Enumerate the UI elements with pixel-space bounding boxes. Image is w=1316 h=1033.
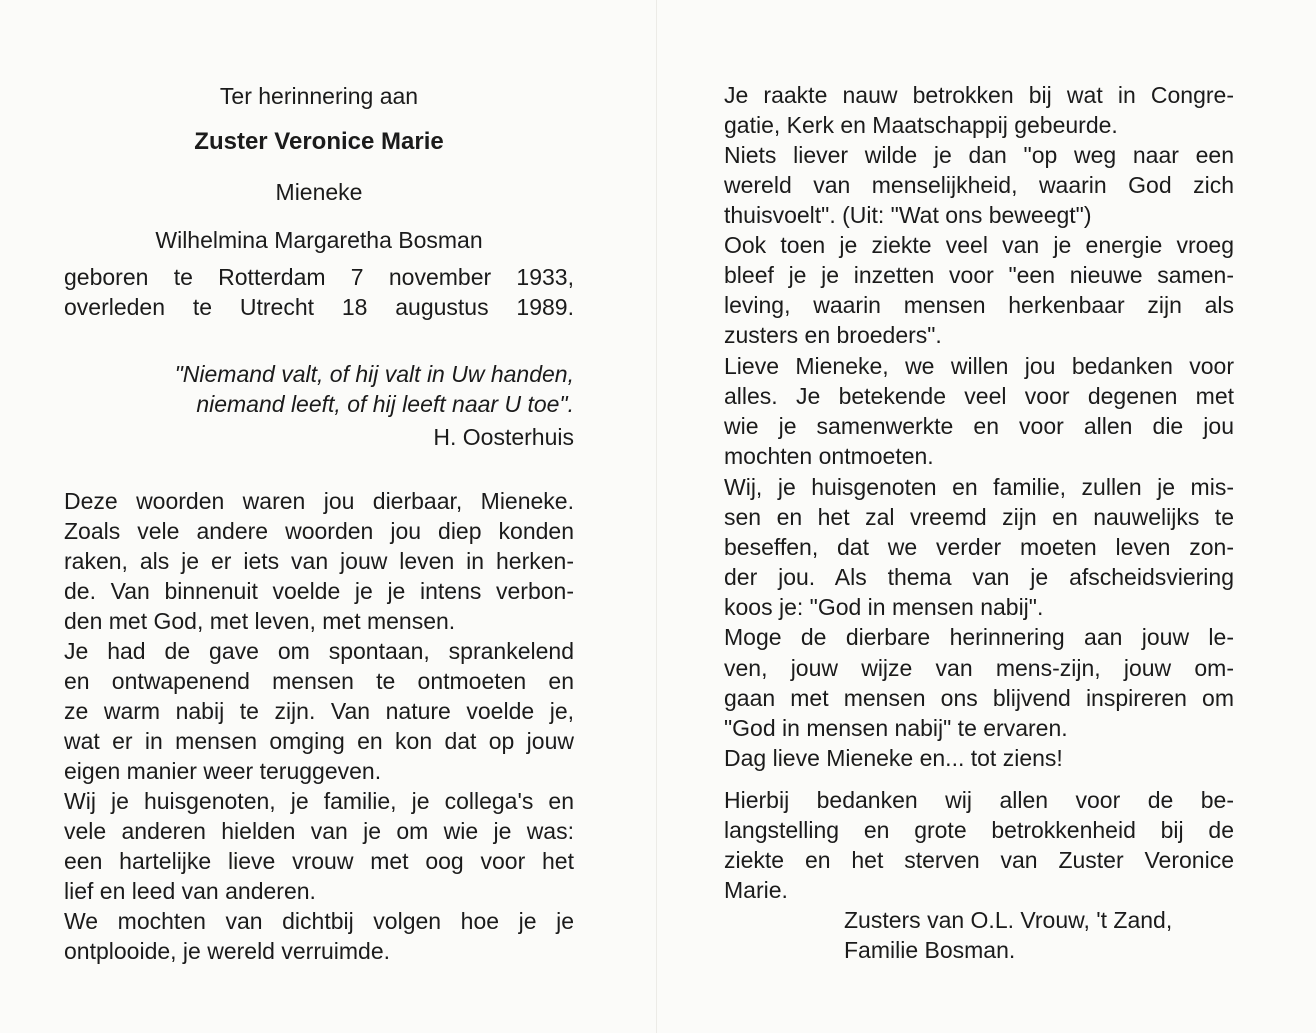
quote-author: H. Oosterhuis <box>433 424 574 450</box>
text-line: Ook toen je ziekte veel van je energie vroeg <box>724 232 1234 258</box>
text-line: Wij, je huisgenoten en familie, zullen je mis- <box>724 474 1234 500</box>
text-line: zusters en broeders". <box>724 322 942 348</box>
thanks-line: langstelling en grote betrokkenheid bij de <box>724 817 1234 843</box>
text-line: bleef je je inzetten voor "een nieuwe samen- <box>724 262 1234 288</box>
birth-line: geboren te Rotterdam 7 november 1933, <box>64 264 574 290</box>
text-line: wereld van menselijkheid, waarin God zich <box>724 172 1234 198</box>
text-line: Lieve Mieneke, we willen jou bedanken voor <box>724 353 1234 379</box>
text-line: der jou. Als thema van je afscheidsviering <box>724 564 1234 590</box>
text-line: de. Van binnenuit voelde je je intens verbon- <box>64 578 574 604</box>
text-line: lief en leed van anderen. <box>64 878 316 904</box>
text-line: leving, waarin mensen herkenbaar zijn als <box>724 292 1234 318</box>
thanks-line: Hierbij bedanken wij allen voor de be- <box>724 787 1234 813</box>
intro-text: Ter herinnering aan <box>219 83 419 109</box>
text-line: vele anderen hielden van je om wie je was: <box>64 818 574 844</box>
text-line: wie je samenwerkte en voor allen die jou <box>724 413 1234 439</box>
deceased-name: Zuster Veronice Marie <box>194 128 444 155</box>
text-line: thuisvoelt". (Uit: "Wat ons beweegt") <box>724 202 1092 228</box>
thanks-line: ziekte en het sterven van Zuster Veronice <box>724 847 1234 873</box>
text-line: koos je: "God in mensen nabij". <box>724 594 1044 620</box>
quote-line-2: niemand leeft, of hij leeft naar U toe". <box>196 391 574 417</box>
text-line: Zoals vele andere woorden jou diep konden <box>64 518 574 544</box>
text-line: Wij je huisgenoten, je familie, je collega's en <box>64 788 574 814</box>
text-line: wat er in mensen omging en kon dat op jouw <box>64 728 574 754</box>
text-line: gatie, Kerk en Maatschappij gebeurde. <box>724 112 1118 138</box>
signature-line-1: Zusters van O.L. Vrouw, 't Zand, <box>844 907 1173 933</box>
text-line: We mochten van dichtbij volgen hoe je je <box>64 908 574 934</box>
text-line: beseffen, dat we verder moeten leven zon- <box>724 534 1234 560</box>
text-line: een hartelijke lieve vrouw met oog voor het <box>64 848 574 874</box>
text-line: ven, jouw wijze van mens-zijn, jouw om- <box>724 655 1234 681</box>
text-line: den met God, met leven, met mensen. <box>64 608 456 634</box>
text-line: eigen manier weer teruggeven. <box>64 758 382 784</box>
text-line: Je raakte nauw betrokken bij wat in Congre- <box>724 82 1234 108</box>
death-line: overleden te Utrecht 18 augustus 1989. <box>64 294 574 320</box>
signature-line-2: Familie Bosman. <box>844 937 1016 963</box>
text-line: ze warm nabij te zijn. Van nature voelde je, <box>64 698 574 724</box>
nickname: Mieneke <box>275 179 363 205</box>
text-line: sen en het zal vreemd zijn en nauwelijks te <box>724 504 1234 530</box>
text-line: Moge de dierbare herinnering aan jouw le- <box>724 624 1234 650</box>
quote-line-1: "Niemand valt, of hij valt in Uw handen, <box>174 361 574 387</box>
text-line: Dag lieve Mieneke en... tot ziens! <box>724 745 1063 771</box>
text-line: mochten ontmoeten. <box>724 443 934 469</box>
text-line: Je had de gave om spontaan, sprankelend <box>64 638 574 664</box>
text-line: "God in mensen nabij" te ervaren. <box>724 715 1068 741</box>
card-fold <box>656 0 657 1033</box>
text-line: gaan met mensen ons blijvend inspireren om <box>724 685 1234 711</box>
full-name: Wilhelmina Margaretha Bosman <box>155 227 483 253</box>
text-line: en ontwapenend mensen te ontmoeten en <box>64 668 574 694</box>
text-line: raken, als je er iets van jouw leven in herken- <box>64 548 574 574</box>
thanks-line: Marie. <box>724 877 788 903</box>
text-line: alles. Je betekende veel voor degenen met <box>724 383 1234 409</box>
text-line: ontplooide, je wereld verruimde. <box>64 938 391 964</box>
text-line: Deze woorden waren jou dierbaar, Mieneke. <box>64 488 574 514</box>
text-line: Niets liever wilde je dan "op weg naar een <box>724 142 1234 168</box>
